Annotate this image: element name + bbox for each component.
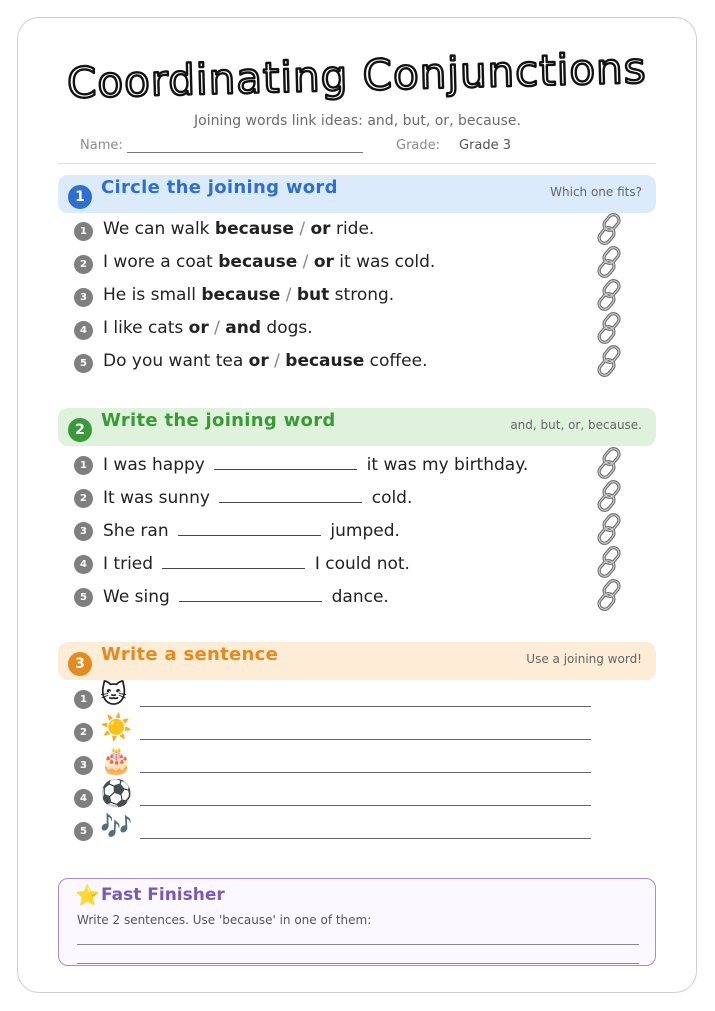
sentence-answer-line[interactable]	[140, 772, 591, 773]
option-separator: /	[299, 219, 306, 239]
fast-finisher-box	[58, 878, 656, 966]
answer-line[interactable]	[77, 963, 639, 964]
picture-prompt-icon: ☀️	[100, 713, 133, 743]
circle-question-row	[74, 350, 634, 376]
option-separator: /	[302, 252, 309, 272]
section-title: Write the joining word	[101, 410, 336, 431]
sentence-row	[74, 680, 634, 712]
circle-question-row	[74, 317, 634, 343]
option-word[interactable]: because	[201, 285, 281, 305]
question-number: 1	[74, 222, 93, 241]
section-number-badge: 1	[68, 185, 92, 209]
section-sentence-header	[58, 642, 656, 680]
option-word[interactable]: because	[214, 219, 294, 239]
section-hint: Which one fits?	[550, 185, 642, 199]
question-text: Do you want tea or / because coffee.	[103, 351, 428, 371]
question-text: I was happy it was my birthday.	[103, 455, 529, 475]
question-text: She ran jumped.	[103, 521, 400, 541]
answer-line[interactable]	[77, 944, 639, 945]
picture-prompt-icon: ⚽	[100, 779, 133, 809]
star-icon: ⭐	[75, 883, 100, 907]
question-number: 1	[74, 456, 93, 475]
option-word[interactable]: or	[188, 318, 209, 338]
fill-blank-row	[74, 551, 634, 577]
question-number: 1	[74, 690, 93, 709]
question-text: We sing dance.	[103, 587, 389, 607]
chain-link-icon	[594, 278, 630, 314]
fill-blank-row	[74, 452, 634, 478]
chain-link-icon	[594, 512, 630, 548]
sentence-row	[74, 746, 634, 778]
blank-answer-line[interactable]	[219, 486, 362, 503]
chain-link-icon	[594, 578, 630, 614]
option-word[interactable]: or	[310, 219, 331, 239]
section-title: Circle the joining word	[101, 177, 338, 198]
picture-prompt-icon: 🐱	[100, 680, 128, 710]
section-title: Write a sentence	[101, 644, 279, 665]
chain-link-icon	[594, 344, 630, 380]
blank-answer-line[interactable]	[179, 585, 322, 602]
fast-finisher-title: Fast Finisher	[101, 885, 225, 905]
blank-answer-line[interactable]	[178, 519, 321, 536]
question-text: I wore a coat because / or it was cold.	[103, 252, 436, 272]
sentence-row	[74, 812, 634, 844]
question-text: We can walk because / or ride.	[103, 219, 375, 239]
sentence-answer-line[interactable]	[140, 739, 591, 740]
chain-link-icon	[594, 245, 630, 281]
picture-prompt-icon: 🎂	[100, 746, 133, 776]
header-divider	[58, 163, 656, 164]
question-number: 4	[74, 789, 93, 808]
fill-blank-row	[74, 518, 634, 544]
question-number: 4	[74, 555, 93, 574]
chain-link-icon	[594, 479, 630, 515]
name-label: Name:	[80, 138, 123, 153]
section-circle-header	[58, 175, 656, 213]
sentence-row	[74, 779, 634, 811]
sentence-answer-line[interactable]	[140, 838, 591, 839]
section-write-header	[58, 408, 656, 446]
option-separator: /	[214, 318, 220, 338]
fill-blank-row	[74, 584, 634, 610]
grade-value: Grade 3	[459, 138, 512, 153]
chain-link-icon	[594, 311, 630, 347]
circle-question-row	[74, 251, 634, 277]
section-hint: Use a joining word!	[526, 652, 642, 666]
question-number: 3	[74, 288, 93, 307]
option-word[interactable]: and	[225, 318, 262, 338]
name-field-line[interactable]	[127, 152, 363, 153]
circle-question-row	[74, 218, 634, 244]
option-word[interactable]: because	[285, 351, 365, 371]
question-number: 5	[74, 354, 93, 373]
sentence-answer-line[interactable]	[140, 805, 591, 806]
circle-question-row	[74, 284, 634, 310]
question-text: It was sunny cold.	[103, 488, 413, 508]
blank-answer-line[interactable]	[214, 453, 357, 470]
question-text: I like cats or / and dogs.	[103, 318, 313, 338]
question-number: 3	[74, 522, 93, 541]
blank-answer-line[interactable]	[162, 552, 305, 569]
question-number: 5	[74, 588, 93, 607]
sentence-row	[74, 713, 634, 745]
picture-prompt-icon: 🎶	[100, 812, 133, 842]
chain-link-icon	[594, 212, 630, 248]
option-word[interactable]: but	[296, 285, 330, 305]
question-number: 2	[74, 255, 93, 274]
section-hint: and, but, or, because.	[510, 418, 642, 432]
sentence-answer-line[interactable]	[140, 706, 591, 707]
grade-label: Grade:	[396, 138, 441, 153]
fill-blank-row	[74, 485, 634, 511]
chain-link-icon	[594, 446, 630, 482]
section-number-badge: 2	[68, 418, 92, 442]
question-number: 4	[74, 321, 93, 340]
fast-finisher-instruction: Write 2 sentences. Use 'because' in one of them:	[77, 913, 372, 927]
question-number: 5	[74, 822, 93, 841]
question-number: 3	[74, 756, 93, 775]
question-text: He is small because / but strong.	[103, 285, 395, 305]
option-separator: /	[285, 285, 292, 305]
worksheet-title	[0, 28, 715, 118]
subtitle: Joining words link ideas: and, but, or, because.	[194, 113, 521, 129]
question-number: 2	[74, 489, 93, 508]
option-separator: /	[274, 351, 280, 371]
section-number-badge: 3	[68, 652, 92, 676]
option-word[interactable]: or	[248, 351, 269, 371]
option-word[interactable]: because	[218, 252, 298, 272]
option-word[interactable]: or	[313, 252, 334, 272]
question-number: 2	[74, 723, 93, 742]
chain-link-icon	[594, 545, 630, 581]
question-text: I tried I could not.	[103, 554, 410, 574]
title-outline-text: Coordinating Conjunctions	[66, 43, 648, 108]
